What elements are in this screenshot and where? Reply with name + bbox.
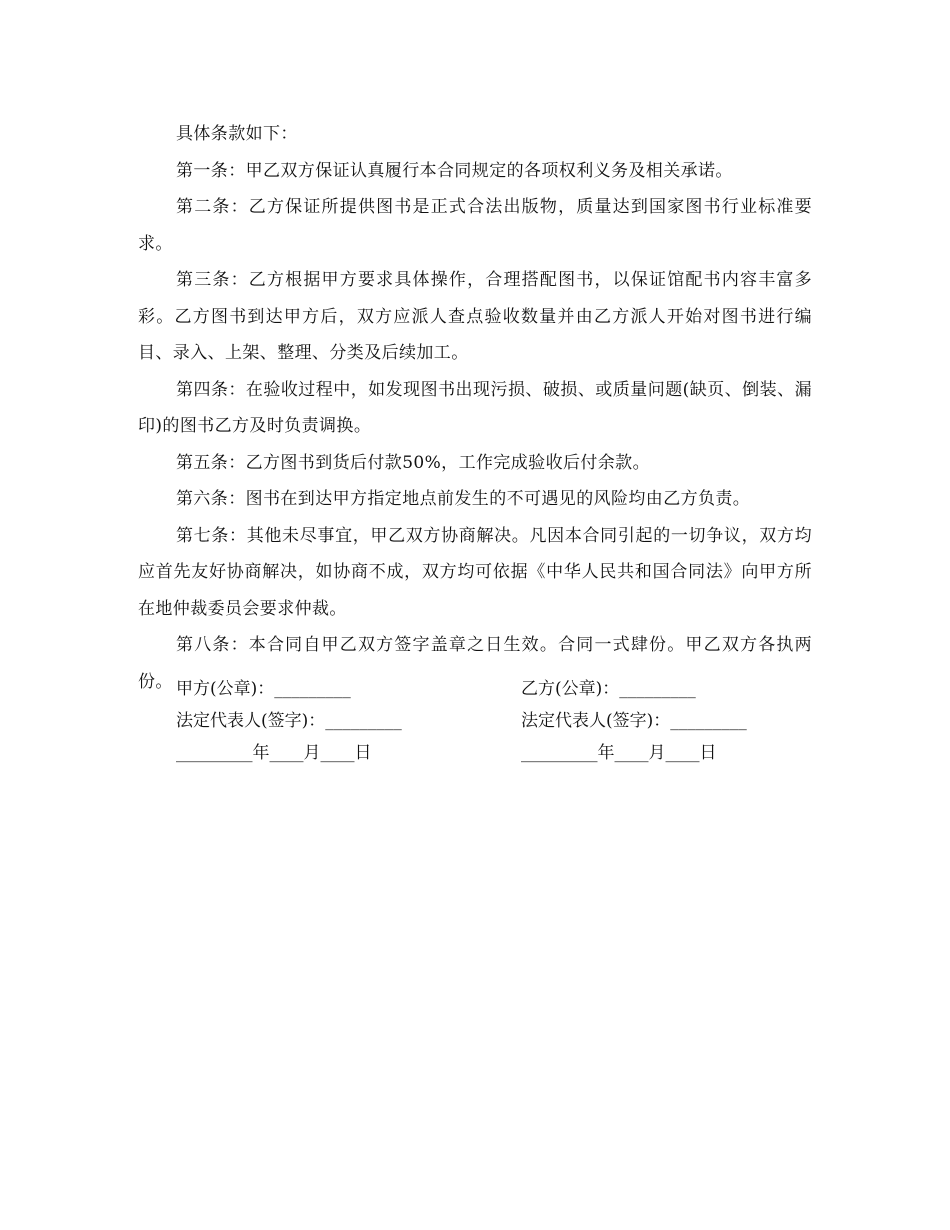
clause-6: 第六条：图书在到达甲方指定地点前发生的不可遇见的风险均由乙方负责。 [176,489,751,509]
party-a-seal-line: 甲方(公章)：_________ [176,679,351,699]
contract-body [138,116,812,700]
clause-1: 第一条：甲乙双方保证认真履行本合同规定的各项权利义务及相关承诺。 [176,160,733,181]
party-b-representative-line: 法定代表人(签字)：_________ [521,711,747,731]
clause-8: 第八条：本合同自甲乙双方签字盖章之日生效。合同一式肆份。甲乙双方各执两份。 [138,635,812,692]
party-a-representative-line: 法定代表人(签字)：_________ [176,711,402,731]
intro-paragraph: 具体条款如下： [176,124,298,144]
clause-3: 第三条：乙方根据甲方要求具体操作，合理搭配图书，以保证馆配书内容丰富多彩。乙方图书到达甲方后，双方应派人查点验收数量并由乙方派人开始对图书进行编目、录入、上架、整理、分类及后续加工。 [138,270,812,363]
clause-5: 第五条：乙方图书到货后付款50%，工作完成验收后付余款。 [176,452,650,473]
party-b-date-line: _________年____月____日 [521,743,717,763]
clause-7: 第七条：其他未尽事宜，甲乙双方协商解决。凡因本合同引起的一切争议，双方均应首先友好协商解决，如协商不成，双方均可依据《中华人民共和国合同法》向甲方所在地仲裁委员会要求仲裁。 [138,525,812,619]
clause-4: 第四条：在验收过程中，如发现图书出现污损、破损、或质量问题(缺页、倒装、漏印)的图书乙方及时负责调换。 [138,379,812,436]
party-a-date-line: _________年____月____日 [176,743,372,763]
clause-2: 第二条：乙方保证所提供图书是正式合法出版物，质量达到国家图书行业标准要求。 [138,197,812,254]
party-b-seal-line: 乙方(公章)：_________ [521,679,696,699]
